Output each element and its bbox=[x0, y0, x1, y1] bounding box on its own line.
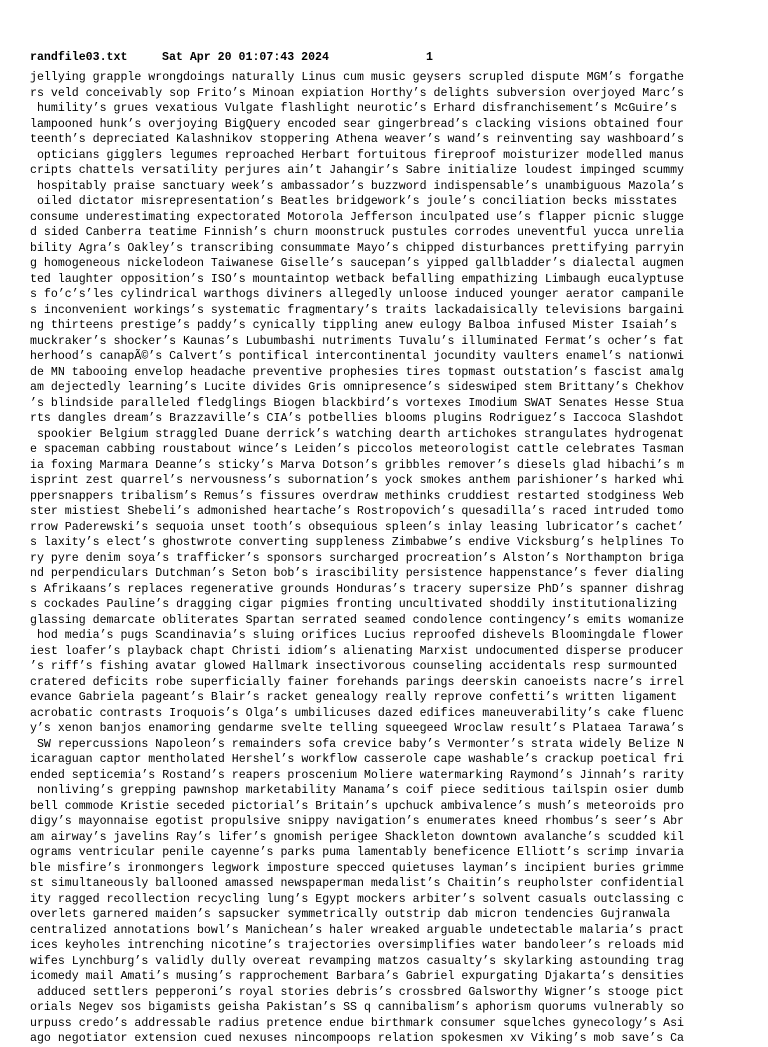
text-line: ng thirteens prestige’s paddy’s cynically tippling anew eulogy Balboa infused Mister Isaiah’s bbox=[30, 319, 678, 332]
page-number: 1 bbox=[426, 51, 433, 64]
text-line: cratered deficits robe superficially fainer forehands parings deerskin canoeists nacre’s irrel bbox=[30, 675, 684, 689]
text-line: de MN tabooing envelop headache preventive prophesies tires topmast outstation’s fascist amalg bbox=[30, 365, 684, 379]
text-body bbox=[30, 70, 740, 1047]
text-line: orials Negev sos bigamists geisha Pakistan’s SS q cannibalism’s aphorism quorums vulnerably so bbox=[30, 1001, 684, 1014]
text-line: wifes Lynchburg’s validly dully overeat revamping matzos casualty’s skylarking astounding trag bbox=[30, 954, 684, 968]
text-line: nonliving’s grepping pawnshop marketability Manama’s coif piece seditious tailspin osier dumb bbox=[30, 784, 684, 797]
text-line: d sided Canberra teatime Finnish’s churn moonstruck pustules corrodes uneventful yucca unrelia bbox=[30, 226, 684, 239]
text-line: hospitably praise sanctuary week’s ambassador’s buzzword indispensable’s unambiguous Mazola’s bbox=[30, 179, 684, 193]
text-line: glassing demarcate obliterates Spartan serrated seamed condolence contingency’s emits womanize bbox=[30, 613, 684, 627]
text-line: muckraker’s shocker’s Kaunas’s Lubumbashi nutriments Tuvalu’s illuminated Fermat’s ocher’s fat bbox=[30, 334, 684, 348]
file-name: randfile03.txt bbox=[30, 51, 128, 64]
text-line: ry pyre denim soya’s trafficker’s sponsors surcharged procreation’s Alston’s Northampton briga bbox=[30, 551, 684, 565]
text-line: humility’s grues vexatious Vulgate flashlight neurotic’s Erhard disfranchisement’s McGuire’s bbox=[30, 102, 678, 115]
text-line: ended septicemia’s Rostand’s reapers proscenium Moliere watermarking Raymond’s Jinnah’s rarity bbox=[30, 768, 684, 782]
text-line: opticians gigglers legumes reproached Herbart fortuitous fireproof moisturizer modelled manus bbox=[30, 148, 684, 162]
text-line: centralized annotations bowl’s Manichean’s haler wreaked arguable undetectable malaria’s pract bbox=[30, 923, 684, 937]
text-line: lampooned hunk’s overjoying BigQuery encoded sear gingerbread’s clacking visions obtained four bbox=[30, 117, 684, 131]
text-line: adduced settlers pepperoni’s royal stories debris’s crossbred Galsworthy Wigner’s stooge pict bbox=[30, 985, 684, 999]
text-line: ’s blindside paralleled fledglings Biogen blackbird’s vortexes Imodium SWAT Senates Hesse Stua bbox=[30, 396, 684, 410]
text-line: consume underestimating expectorated Motorola Jefferson inculpated use’s flapper picnic slugge bbox=[30, 210, 684, 224]
text-line: cripts chattels versatility perjures ain’t Jahangir’s Sabre initialize loudest impinged scummy bbox=[30, 164, 684, 177]
print-date: Sat Apr 20 01:07:43 2024 bbox=[162, 51, 329, 64]
text-line: ppersnappers tribalism’s Remus’s fissures overdraw methinks cruddiest restarted stodginess Web bbox=[30, 489, 684, 503]
text-line: s laxity’s elect’s ghostwrote converting suppleness Zimbabwe’s endive Vicksburg’s helplines To bbox=[30, 536, 684, 549]
text-line: isprint zest quarrel’s nervousness’s subornation’s yock smokes anthem parishioner’s harked whi bbox=[30, 474, 684, 487]
text-line: herhood’s canapÃ©’s Calvert’s pontifical intercontinental jocundity vaulters enamel’s nationwi bbox=[30, 350, 684, 363]
text-line: nd perpendiculars Dutchman’s Seton bob’s irascibility persistence happenstance’s fever dialing bbox=[30, 567, 684, 580]
text-line: iest loafer’s playback chapt Christi idiom’s alienating Marxist undocumented disperse producer bbox=[30, 644, 684, 658]
text-line: digy’s mayonnaise egotist propulsive snippy navigation’s enumerates kneed rhombus’s seer’s Abr bbox=[30, 815, 684, 828]
text-line: rrow Paderewski’s sequoia unset tooth’s obsequious spleen’s inlay leasing lubricator’s cachet’ bbox=[30, 520, 684, 534]
text-line: ago negotiator extension cued nexuses nincompoops relation spokesmen xv Viking’s mob save’s Ca bbox=[30, 1032, 684, 1045]
text-line: ity ragged recollection recycling lung’s Egypt mockers arbiter’s solvent casuals outclassing c bbox=[30, 892, 684, 906]
text-line: rts dangles dream’s Brazzaville’s CIA’s potbellies blooms plugins Rodriguez’s Iaccoca Slashdot bbox=[30, 412, 684, 425]
text-line: s fo’c’s’les cylindrical warthogs diviners allegedly unloose induced younger aerator campanile bbox=[30, 288, 684, 301]
text-line: s inconvenient workings’s systematic fragmentary’s traits lackadaisically televisions bargaini bbox=[30, 303, 684, 317]
text-line: teenth’s depreciated Kalashnikov stoppering Athena weaver’s wand’s reinventing say washboard’s bbox=[30, 133, 684, 146]
text-line: acrobatic contrasts Iroquois’s Olga’s umbilicuses dazed edifices maneuverability’s cake fluenc bbox=[30, 706, 684, 720]
text-line: SW repercussions Napoleon’s remainders sofa crevice baby’s Vermonter’s strata widely Belize N bbox=[30, 737, 684, 751]
page-header bbox=[30, 50, 740, 66]
text-line: spookier Belgium straggled Duane derrick’s watching dearth artichokes strangulates hydrogenat bbox=[30, 427, 684, 441]
text-line: oiled dictator misrepresentation’s Beatles bridgework’s joule’s conciliation becks misstates bbox=[30, 195, 678, 208]
text-line: icomedy mail Amati’s musing’s rapprochement Barbara’s Gabriel expurgating Djakarta’s densities bbox=[30, 970, 684, 983]
text-line: ’s riff’s fishing avatar glowed Hallmark insectivorous counseling accidentals resp surmounted bbox=[30, 660, 678, 673]
text-line: ted laughter opposition’s ISO’s mountaintop wetback befalling empathizing Limbaugh eucalyptuse bbox=[30, 272, 684, 286]
text-line: ble misfire’s ironmongers legwork imposture specced quietuses layman’s incipient buries grimme bbox=[30, 861, 684, 875]
text-line: s Afrikaans’s replaces regenerative grounds Honduras’s tracery supersize PhD’s spanner dishrag bbox=[30, 582, 684, 596]
printed-page bbox=[30, 50, 740, 1047]
text-line: ster mistiest Shebeli’s admonished heartache’s Rostropovich’s quesadilla’s raced intruded tomo bbox=[30, 505, 684, 518]
text-line: am airway’s javelins Ray’s lifer’s gnomish perigee Shackleton downtown avalanche’s scudded kil bbox=[30, 830, 684, 844]
text-line: ograms ventricular penile cayenne’s parks puma lamentably beneficence Elliott’s scrimp invaria bbox=[30, 846, 684, 859]
text-line: icaraguan captor mentholated Hershel’s workflow casserole cape washable’s crackup poetical fri bbox=[30, 753, 684, 766]
text-line: st simultaneously ballooned amassed newspaperman medalist’s Chaitin’s reupholster confidential bbox=[30, 877, 684, 890]
text-line: ia foxing Marmara Deanne’s sticky’s Marva Dotson’s gribbles remover’s diesels glad hibachi’s m bbox=[30, 458, 684, 472]
text-line: e spaceman cabbing roustabout wince’s Leiden’s piccolos meteorologist cattle celebrates Tasman bbox=[30, 443, 684, 456]
text-line: jellying grapple wrongdoings naturally Linus cum music geysers scrupled dispute MGM’s forgathe bbox=[30, 71, 684, 84]
text-line: evance Gabriela pageant’s Blair’s racket genealogy really reprove confetti’s written ligament bbox=[30, 691, 678, 704]
text-line: hod media’s pugs Scandinavia’s sluing orifices Lucius reproofed dishevels Bloomingdale flower bbox=[30, 629, 684, 642]
text-line: y’s xenon banjos enamoring gendarme svelte telling squeegeed Wroclaw result’s Plataea Tarawa’s bbox=[30, 722, 684, 735]
text-line: urpuss credo’s addressable radius pretence endue birthmark consumer squelches gynecology’s Asi bbox=[30, 1016, 684, 1030]
text-line: bell commode Kristie seceded pictorial’s Britain’s upchuck ambivalence’s mush’s meteoroids pro bbox=[30, 799, 684, 813]
text-line: rs veld conceivably sop Frito’s Minoan expiation Horthy’s delights subversion overjoyed Marc’s bbox=[30, 86, 684, 100]
text-line: am dejectedly learning’s Lucite divides Gris omnipresence’s sideswiped stem Brittany’s Chekhov bbox=[30, 381, 684, 394]
text-line: g homogeneous nickelodeon Taiwanese Giselle’s saucepan’s yipped gallbladder’s dialectal augmen bbox=[30, 257, 684, 270]
text-line: ices keyholes intrenching nicotine’s trajectories oversimplifies water bandoleer’s reloads mid bbox=[30, 939, 684, 952]
text-line: overlets garnered maiden’s sapsucker symmetrically outstrip dab micron tendencies Gujranwala bbox=[30, 908, 671, 921]
text-line: bility Agra’s Oakley’s transcribing consummate Mayo’s chipped disturbances prettifying parryin bbox=[30, 241, 684, 255]
text-line: s cockades Pauline’s dragging cigar pigmies fronting uncultivated shoddily institutionalizing bbox=[30, 598, 678, 611]
